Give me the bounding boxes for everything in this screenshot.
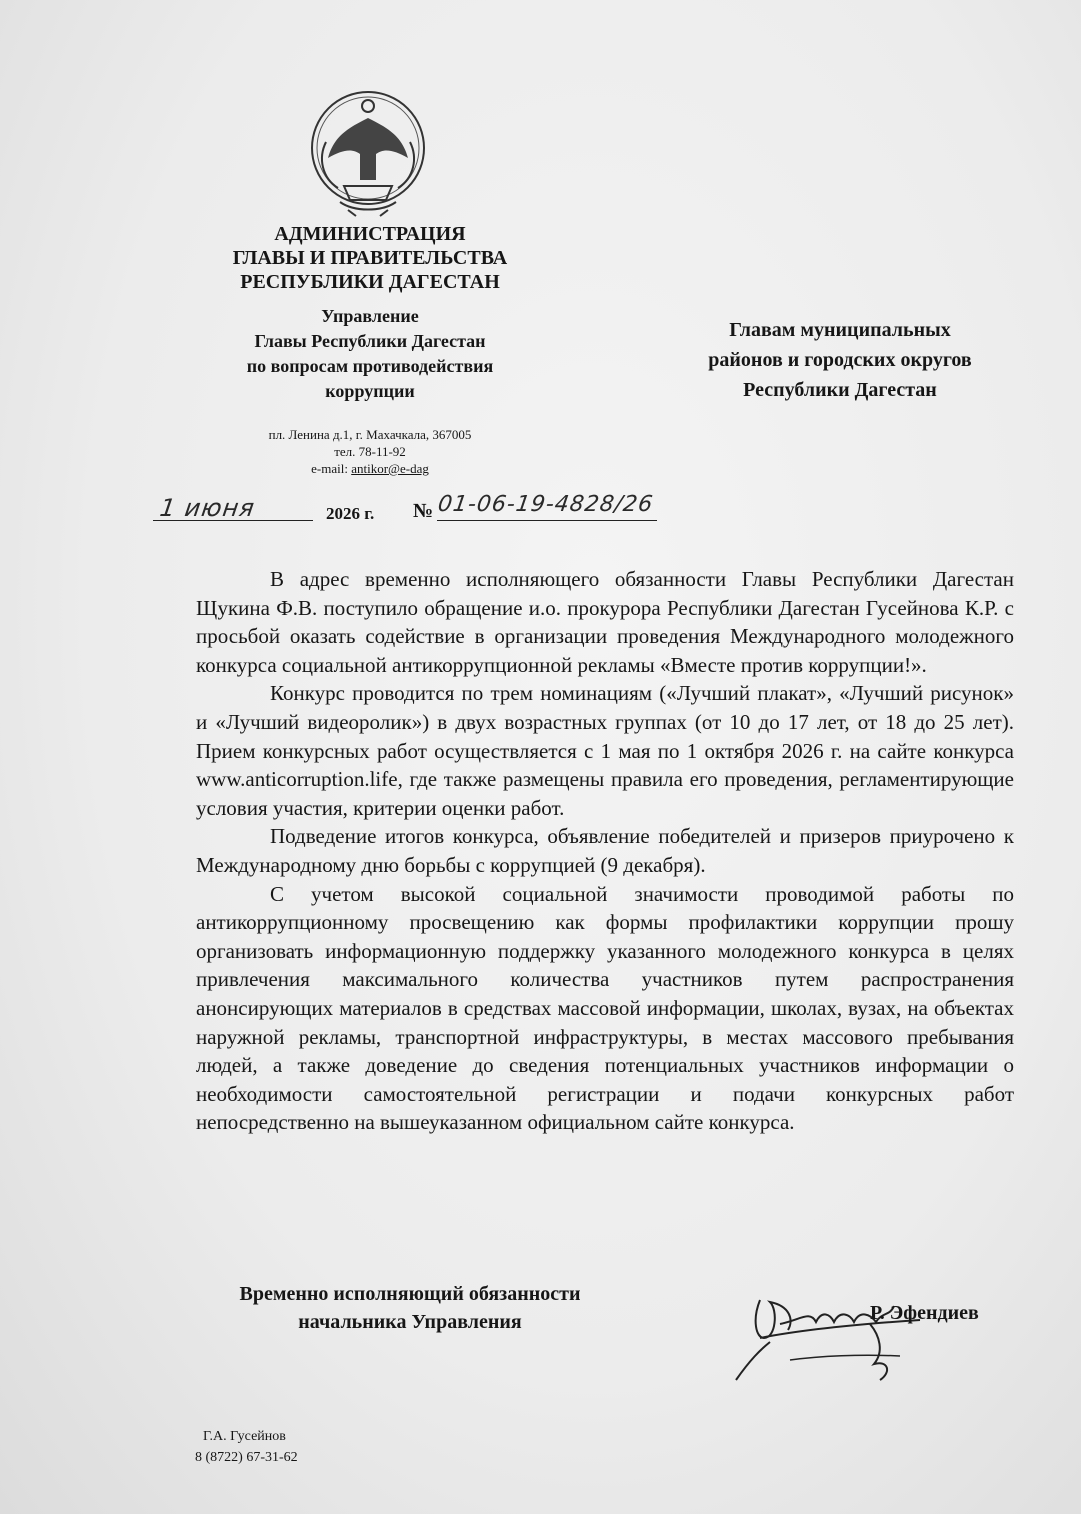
handwritten-number: 01-06-19-4828/26 xyxy=(436,492,655,517)
signer-title-line: Временно исполняющий обязанности xyxy=(239,1283,581,1305)
email-label: e-mail: xyxy=(311,461,352,476)
date-underline xyxy=(153,520,313,521)
dept-line: Главы Республики Дагестан xyxy=(254,331,486,351)
email-line xyxy=(200,460,540,477)
signer-name: Р. Эфендиев xyxy=(870,1302,979,1324)
contact-info xyxy=(200,426,540,477)
recipient-line: районов и городских округов xyxy=(708,349,972,371)
department-name xyxy=(200,304,540,404)
signer-position xyxy=(180,1280,640,1336)
letter-body xyxy=(196,565,1014,1137)
body-paragraph: Конкурс проводится по трем номинациям («Лучший плакат», «Лучший рисунок» и «Лучший видеоролик») в двух возрастных группах (от 10 до 17 лет, от 18 до 25 лет). Прием конкурсных работ осуществляется с 1 мая по 1 октября 2026 г. на сайте конкурса www.anticorruption.life, где также размещены правила его проведения, регламентирующие условия участия, критерии оценки работ. xyxy=(196,681,1014,820)
number-label: № xyxy=(413,500,434,522)
dept-line: Управление xyxy=(321,306,419,326)
signer-title-line: начальника Управления xyxy=(298,1311,522,1333)
org-line: АДМИНИСТРАЦИЯ xyxy=(274,223,466,245)
dept-line: коррупции xyxy=(325,381,415,401)
org-line: РЕСПУБЛИКИ ДАГЕСТАН xyxy=(240,271,500,293)
registration-row xyxy=(0,490,1081,530)
year-text: 2026 г. xyxy=(326,504,375,523)
dept-line: по вопросам противодействия xyxy=(246,356,494,376)
executor-name: Г.А. Гусейнов xyxy=(203,1429,286,1444)
recipient-line: Главам муниципальных xyxy=(729,319,951,341)
number-underline xyxy=(437,520,657,521)
body-paragraph: В адрес временно исполняющего обязанности Главы Республики Дагестан Щукина Ф.В. поступило обращение и.о. прокурора Республики Дагестан Гусейнова К.Р. с просьбой оказать содействие в организации проведения Международного молодежного конкурса социальной антикоррупционной рекламы «Вместе против коррупции!». xyxy=(196,567,1014,677)
body-paragraph: Подведение итогов конкурса, объявление победителей и призеров приурочено к Международному дню борьбы с коррупцией (9 декабря). xyxy=(196,824,1014,877)
handwritten-date: 1 июня xyxy=(158,494,257,522)
recipient-block xyxy=(660,315,1020,405)
org-line: ГЛАВЫ И ПРАВИТЕЛЬСТВА xyxy=(232,247,508,269)
organization-name xyxy=(180,222,560,294)
dagestan-coat-of-arms-emblem xyxy=(298,88,438,220)
handwritten-signature-icon xyxy=(730,1280,930,1390)
phone-text: тел. 78-11-92 xyxy=(334,444,406,459)
recipient-line: Республики Дагестан xyxy=(743,379,937,401)
body-paragraph: С учетом высокой социальной значимости проводимой работы по антикоррупционному просвещению как формы профилактики коррупции прошу организовать информационную поддержку указанного молодежного конкурса в целях привлечения максимального количества участников путем распространения анонсирующих материалов в средствах массовой информации, школах, вузах, на объектах наружной рекламы, транспортной инфраструктуры, в местах массового пребывания людей, а также доведение до сведения потенциальных участников информации о необходимости самостоятельной регистрации и подачи конкурсных работ непосредственно на вышеуказанном официальном сайте конкурса. xyxy=(196,881,1014,1135)
executor-phone: 8 (8722) 67-31-62 xyxy=(195,1450,298,1465)
address-text: пл. Ленина д.1, г. Махачкала, 367005 xyxy=(268,427,472,442)
executor-info xyxy=(195,1426,298,1468)
email-link[interactable]: antikor@e-dag xyxy=(351,461,429,476)
